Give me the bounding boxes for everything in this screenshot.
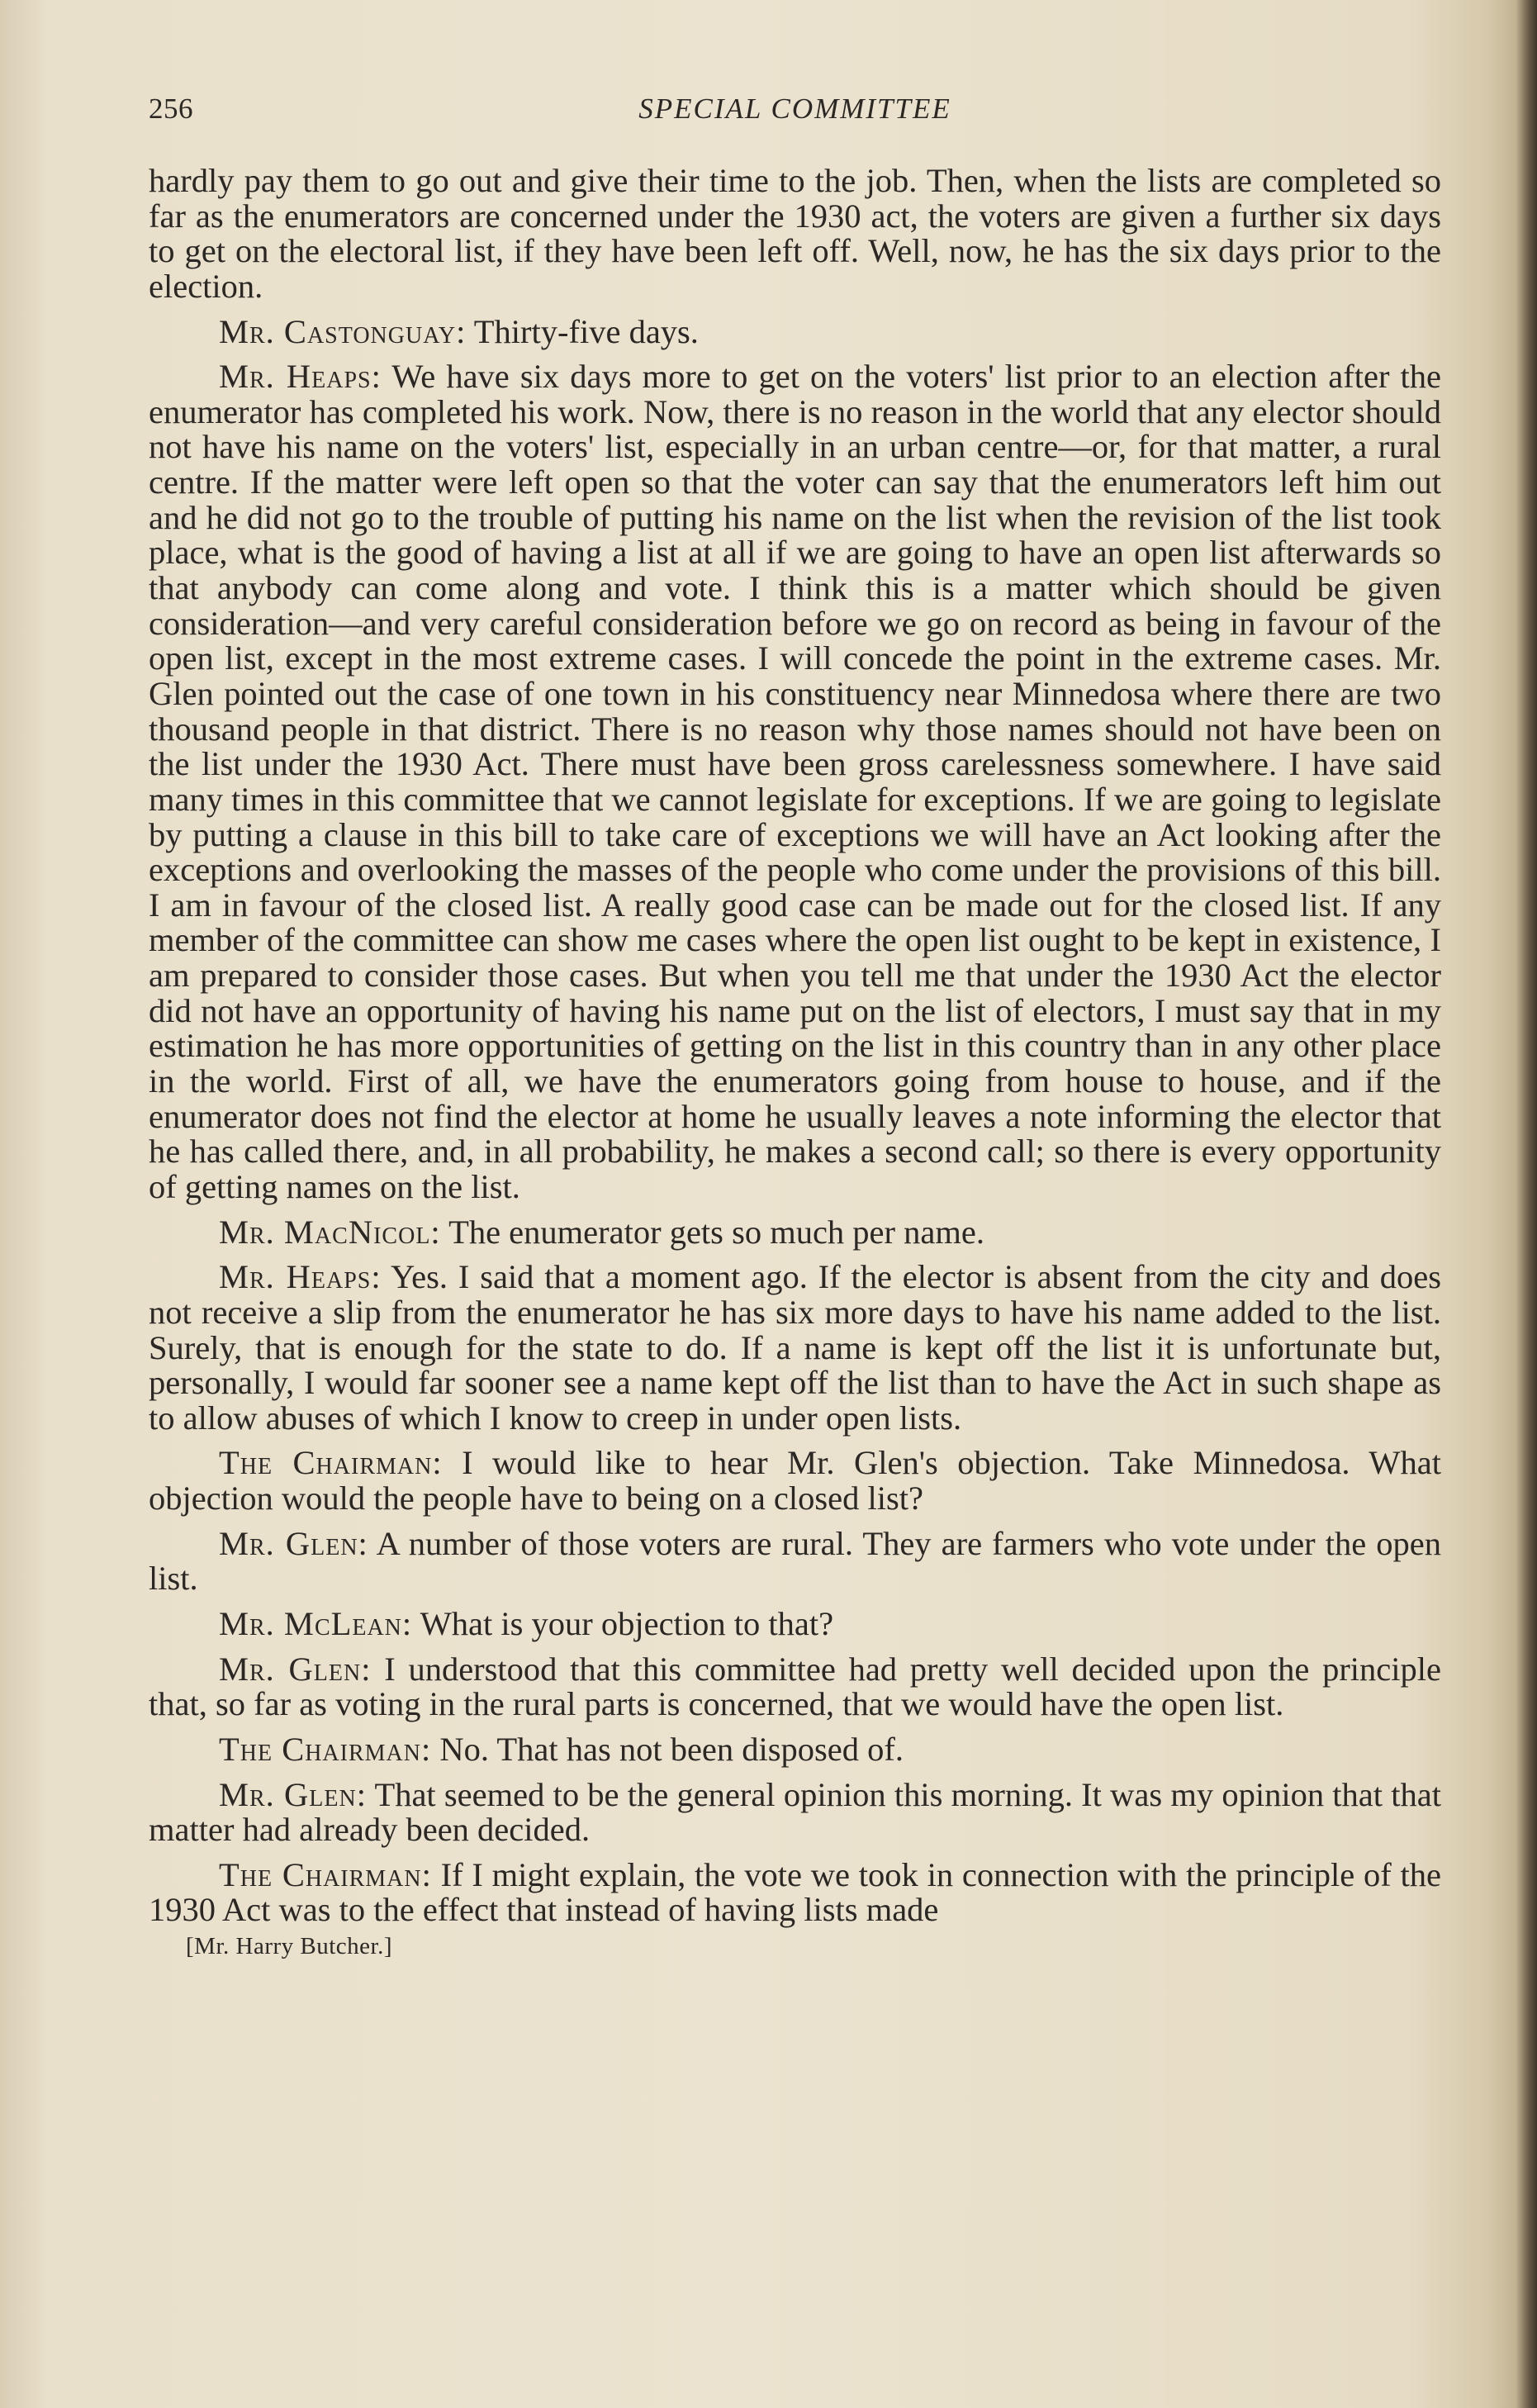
paragraph-text: hardly pay them to go out and give their time to the job. Then, when the lists are completed so far as the enumerators are concerned under the 1930 act, the voters are given a further six days to get on the electoral list, if they have been left off. Well, now, he has the six days prior to the election.: [149, 162, 1441, 305]
paragraph-text: The enumerator gets so much per name.: [448, 1213, 984, 1251]
speaker-label: Mr. Glen:: [219, 1524, 368, 1562]
page-number: 256: [149, 93, 193, 125]
paragraph-text: No. That has not been disposed of.: [439, 1730, 904, 1768]
paragraph-text: We have six days more to get on the voters' list prior to an election after the enumerator has completed his work. Now, there is no reason in the world that any elector should not have his name on the voters' list, especially in an urban centre—or, for that matter, a rural centre. If the matter were left open so that the voter can say that the enumerators left him out and he did not go to the trouble of putting his name on the list when the revision of the list took place, what is the good of having a list at all if we are going to have an open list afterwards so that anybody can come along and vote. I think this is a matter which should be given consideration—and very careful consideration before we go on record as being in favour of the open list, except in the most extreme cases. I will concede the point in the extreme cases. Mr. Glen pointed out the case of one town in his constituency near Minnedosa where there are two thousand people in that district. There is no reason why those names should not have been on the list under the 1930 Act. There must have been gross carelessness somewhere. I have said many times in this committee that we cannot legislate for exceptions. If we are going to legislate by putting a clause in this bill to take care of exceptions we will have an Act looking after the exceptions and overlooking the masses of the people who come under the provisions of this bill. I am in favour of the closed list. A really good case can be made out for the closed list. If any member of the committee can show me cases where the open list ought to be kept in existence, I am prepared to consider those cases. But when you tell me that under the 1930 Act the elector did not have an opportunity of having his name put on the list of electors, I must say that in my estimation he has more opportunities of getting on the list in this country than in any other place in the world. First of all, we have the enumerators going from house to house, and if the enumerator does not find the elector at home he usually leaves a note informing the elector that he has called there, and, in all probability, he makes a second call; so there is every opportunity of getting names on the list.: [149, 358, 1442, 1205]
paragraph: [149, 1775, 1441, 1849]
paragraph-text: Thirty-five days.: [473, 312, 699, 350]
paragraph: [149, 1732, 1441, 1768]
speaker-label: Mr. Glen:: [219, 1650, 372, 1688]
paragraph-text: A number of those voters are rural. They are farmers who vote under the open list.: [149, 1524, 1442, 1598]
running-head: [149, 93, 1441, 150]
paragraph: [149, 1260, 1441, 1436]
speaker-label: Mr. Castonguay:: [219, 312, 467, 350]
paragraph: [149, 1215, 1441, 1251]
speaker-label: The Chairman:: [219, 1444, 443, 1482]
paragraph: [149, 1446, 1441, 1516]
paragraph: [149, 164, 1441, 305]
paragraph: [149, 312, 1441, 350]
paragraph: [149, 1652, 1441, 1722]
speaker-label: Mr. MacNicol:: [219, 1213, 441, 1251]
paragraph: [149, 1524, 1442, 1598]
footer-note: [Mr. Harry Butcher.]: [186, 1933, 392, 1960]
paragraph: [149, 1604, 1441, 1642]
paragraph-text: Yes. I said that a moment ago. If the elector is absent from the city and does not receive a slip from the enumerator he has six more days to have his name added to the list. Surely, that is enough for the state to do. If a name is kept off the list it is unfortunate but, personally, I would far sooner see a name kept off the list than to have the Act in such shape as to allow abuses of which I know to creep in under open lists.: [149, 1258, 1441, 1437]
paragraph-text: I understood that this committee had pretty well decided upon the principle that, so far as voting in the rural parts is concerned, that we would have the open list.: [149, 1650, 1442, 1723]
paragraph-text: What is your objection to that?: [420, 1604, 834, 1642]
speaker-label: Mr. McLean:: [219, 1604, 413, 1642]
running-title: SPECIAL COMMITTEE: [638, 93, 951, 125]
body-text: [149, 164, 1441, 1928]
paragraph-text: That seemed to be the general opinion this morning. It was my opinion that that matter had already been decided.: [149, 1775, 1441, 1849]
speaker-label: Mr. Glen:: [219, 1775, 367, 1813]
speaker-label: Mr. Heaps:: [219, 1258, 382, 1296]
paragraph-text: If I might explain, the vote we took in connection with the principle of the 1930 Act was to the effect that instead of having lists made: [149, 1855, 1442, 1929]
speaker-label: Mr. Heaps:: [219, 358, 382, 396]
document-page: [149, 93, 1441, 1960]
paragraph: [149, 359, 1441, 1204]
paragraph-text: I would like to hear Mr. Glen's objection. Take Minnedosa. What objection would the people have to being on a closed list?: [149, 1444, 1441, 1517]
speaker-label: The Chairman:: [219, 1730, 432, 1768]
speaker-label: The Chairman:: [219, 1855, 432, 1893]
paragraph: [149, 1855, 1442, 1929]
